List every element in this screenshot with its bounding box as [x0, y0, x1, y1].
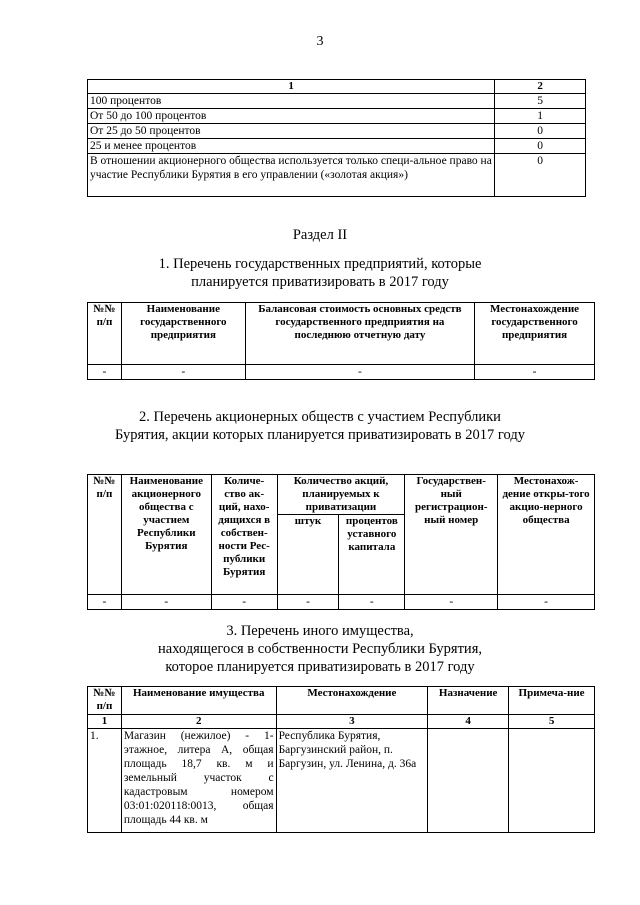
row-value: 5	[495, 94, 586, 109]
table-row	[88, 595, 595, 610]
column-header-num: №№ п/п	[88, 303, 122, 365]
table-row	[88, 139, 586, 154]
column-number: 5	[509, 715, 595, 729]
page-number: 3	[316, 34, 324, 49]
table-row	[88, 154, 586, 197]
column-header-location: Местонахождение	[276, 687, 428, 715]
heading-line: планируется приватизировать в 2017 году	[191, 274, 449, 290]
column-header-balance: Балансовая стоимость основных средств государственного предприятия на последнюю отчетную дату	[245, 303, 474, 365]
heading-2	[0, 408, 640, 444]
column-number: 1	[88, 715, 122, 729]
column-header-pieces: штук	[277, 515, 339, 595]
other-property-table	[87, 686, 595, 833]
property-note	[509, 729, 595, 833]
cell: -	[245, 365, 474, 380]
row-value: 0	[495, 124, 586, 139]
cell: -	[405, 595, 498, 610]
state-enterprises-table	[87, 302, 595, 380]
column-header-percent: процентов уставного капитала	[339, 515, 405, 595]
column-number: 3	[276, 715, 428, 729]
row-label: 100 процентов	[88, 94, 495, 109]
cell: -	[121, 595, 211, 610]
heading-line: Бурятия, акции которых планируется приватизировать в 2017 году	[115, 427, 525, 443]
row-label: От 25 до 50 процентов	[88, 124, 495, 139]
heading-line: 2. Перечень акционерных обществ с участием Республики	[139, 409, 501, 425]
section-title: Раздел II	[292, 227, 348, 243]
cell: -	[475, 365, 595, 380]
row-value: 0	[495, 139, 586, 154]
row-value: 1	[495, 109, 586, 124]
column-header-note: Примеча-ние	[509, 687, 595, 715]
property-location: Республика Бурятия, Баргузинский район, п. Баргузин, ул. Ленина, д. 36а	[276, 729, 428, 833]
cell: -	[277, 595, 339, 610]
column-header-location: Местонахождение государственного предприятия	[475, 303, 595, 365]
row-number: 1.	[88, 729, 122, 833]
cell: -	[121, 365, 245, 380]
table-row	[88, 365, 595, 380]
heading-3	[0, 622, 640, 676]
ownership-share-table	[87, 79, 586, 197]
column-header-location: Местонахож-дение откры-того акцио-нерного общества	[498, 475, 595, 595]
column-header-planned: Количество акций, планируемых к приватизации	[277, 475, 405, 515]
table-row	[88, 124, 586, 139]
table-row	[88, 109, 586, 124]
table-row	[88, 729, 595, 833]
column-header-purpose: Назначение	[428, 687, 509, 715]
column-number: 4	[428, 715, 509, 729]
column-header-num: №№ п/п	[88, 687, 122, 715]
column-number: 2	[121, 715, 276, 729]
heading-1	[0, 255, 640, 291]
cell: -	[88, 365, 122, 380]
row-label: 25 и менее процентов	[88, 139, 495, 154]
property-purpose	[428, 729, 509, 833]
cell: -	[88, 595, 122, 610]
column-header-2: 2	[495, 80, 586, 94]
column-header-name: Наименование имущества	[121, 687, 276, 715]
column-header-regnum: Государствен-ный регистрацион-ный номер	[405, 475, 498, 595]
cell: -	[211, 595, 277, 610]
heading-line: которое планируется приватизировать в 2017 году	[165, 659, 475, 675]
joint-stock-companies-table	[87, 474, 595, 610]
column-header-name: Наименование акционерного общества с участием Республики Бурятия	[121, 475, 211, 595]
column-header-num: №№ п/п	[88, 475, 122, 595]
column-header-name: Наименование государственного предприятия	[121, 303, 245, 365]
cell: -	[498, 595, 595, 610]
row-value: 0	[495, 154, 586, 197]
row-label: От 50 до 100 процентов	[88, 109, 495, 124]
column-header-shares-owned: Количе-ство ак-ций, нахо-дящихся в собствен-ности Рес-публики Бурятия	[211, 475, 277, 595]
property-name: Магазин (нежилое) - 1-этажное, литера А, общая площадь 18,7 кв. м и земельный участок с кадастровым номером 03:01:020118:0013, общая площадь 44 кв. м	[121, 729, 276, 833]
row-label: В отношении акционерного общества используется только специ-альное право на участие Республики Бурятия в его управлении («золотая акция»)	[88, 154, 495, 197]
heading-line: 3. Перечень иного имущества,	[226, 623, 414, 639]
table-row	[88, 94, 586, 109]
heading-line: находящегося в собственности Республики Бурятия,	[158, 641, 482, 657]
heading-line: 1. Перечень государственных предприятий, которые	[158, 256, 482, 272]
cell: -	[339, 595, 405, 610]
column-header-1: 1	[88, 80, 495, 94]
